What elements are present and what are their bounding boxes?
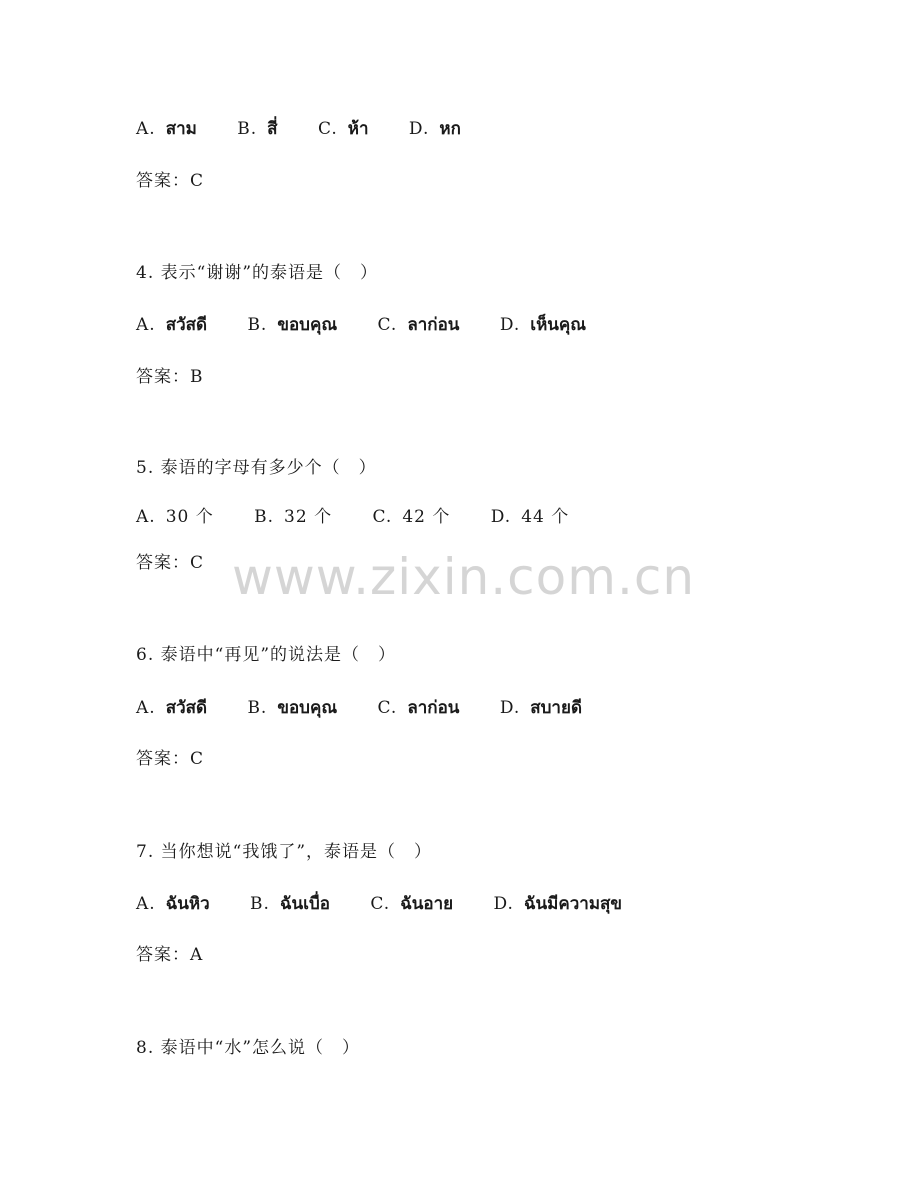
q7-options [136, 892, 656, 916]
option-text: ลาก่อน [407, 698, 460, 718]
option-text: ลาก่อน [407, 315, 460, 335]
q4-option-d [500, 313, 586, 337]
option-letter: B. [247, 315, 268, 335]
q4-option-c [378, 313, 460, 337]
option-text: 30 个 [165, 507, 214, 527]
option-letter: C. [377, 698, 398, 718]
q5-option-b [254, 505, 332, 529]
option-letter: B. [247, 698, 268, 718]
option-text: ฉันหิว [165, 894, 210, 914]
option-letter: C. [372, 507, 393, 527]
option-text: หก [439, 119, 461, 139]
option-text: 42 个 [402, 507, 451, 527]
option-letter: A. [136, 894, 156, 914]
q3-answer: 答案：C [136, 171, 205, 191]
option-text: สบายดี [530, 698, 582, 718]
option-text: ขอบคุณ [277, 698, 338, 718]
option-text: ฉันเบื่อ [279, 894, 330, 914]
option-letter: D. [408, 119, 430, 139]
option-text: ฉันอาย [400, 894, 454, 914]
q5-answer: 答案：C [136, 553, 205, 573]
q6-options [136, 696, 616, 720]
option-letter: B. [250, 894, 270, 914]
q4-answer: 答案：B [136, 367, 204, 387]
q3-option-a [136, 117, 197, 141]
q7-option-c [370, 892, 453, 916]
option-letter: B. [254, 507, 275, 527]
q6-option-d [500, 696, 582, 720]
q7-answer: 答案：A [136, 945, 204, 965]
option-text: สวัสดี [165, 315, 208, 335]
option-text: สาม [165, 119, 197, 139]
q5-option-d [491, 505, 569, 529]
option-letter: A. [136, 119, 156, 139]
q5-option-c [373, 505, 451, 529]
q7-option-b [250, 892, 330, 916]
option-text: 32 个 [284, 507, 333, 527]
q7-option-a [136, 892, 210, 916]
q6-answer: 答案：C [136, 749, 205, 769]
q7-option-d [494, 892, 623, 916]
q3-option-b [237, 117, 277, 141]
q7-question: 7. 当你想说“我饿了”，泰语是（ ） [136, 842, 433, 862]
option-text: 44 个 [521, 507, 570, 527]
option-letter: C. [377, 315, 398, 335]
q6-option-a [136, 696, 207, 720]
option-letter: D. [490, 507, 512, 527]
q3-options [136, 117, 495, 141]
option-letter: B. [237, 119, 258, 139]
option-text: ฉันมีความสุข [523, 894, 623, 914]
q4-option-a [136, 313, 207, 337]
q8-question: 8. 泰语中“水”怎么说（ ） [136, 1038, 361, 1058]
option-letter: C. [370, 894, 391, 914]
q5-question: 5. 泰语的字母有多少个（ ） [136, 458, 377, 478]
option-letter: D. [499, 698, 521, 718]
q3-option-c [318, 117, 369, 141]
q6-option-b [247, 696, 337, 720]
option-letter: D. [493, 894, 514, 914]
option-text: เห็นคุณ [530, 315, 587, 335]
q5-options [136, 505, 603, 529]
q6-option-c [378, 696, 460, 720]
q4-question: 4. 表示“谢谢”的泰语是（ ） [136, 263, 379, 283]
option-text: สวัสดี [165, 698, 208, 718]
q5-option-a [136, 505, 214, 529]
q6-question: 6. 泰语中“再见”的说法是（ ） [136, 645, 397, 665]
q4-options [136, 313, 620, 337]
q4-option-b [247, 313, 337, 337]
option-text: ขอบคุณ [277, 315, 338, 335]
option-letter: A. [136, 315, 156, 335]
option-letter: A. [136, 507, 156, 527]
option-text: ห้า [347, 119, 369, 139]
watermark: www.zixin.com.cn [232, 548, 696, 606]
option-letter: A. [136, 698, 156, 718]
option-text: สี่ [267, 119, 278, 139]
option-letter: D. [499, 315, 521, 335]
option-letter: C. [317, 119, 338, 139]
q3-option-d [409, 117, 461, 141]
